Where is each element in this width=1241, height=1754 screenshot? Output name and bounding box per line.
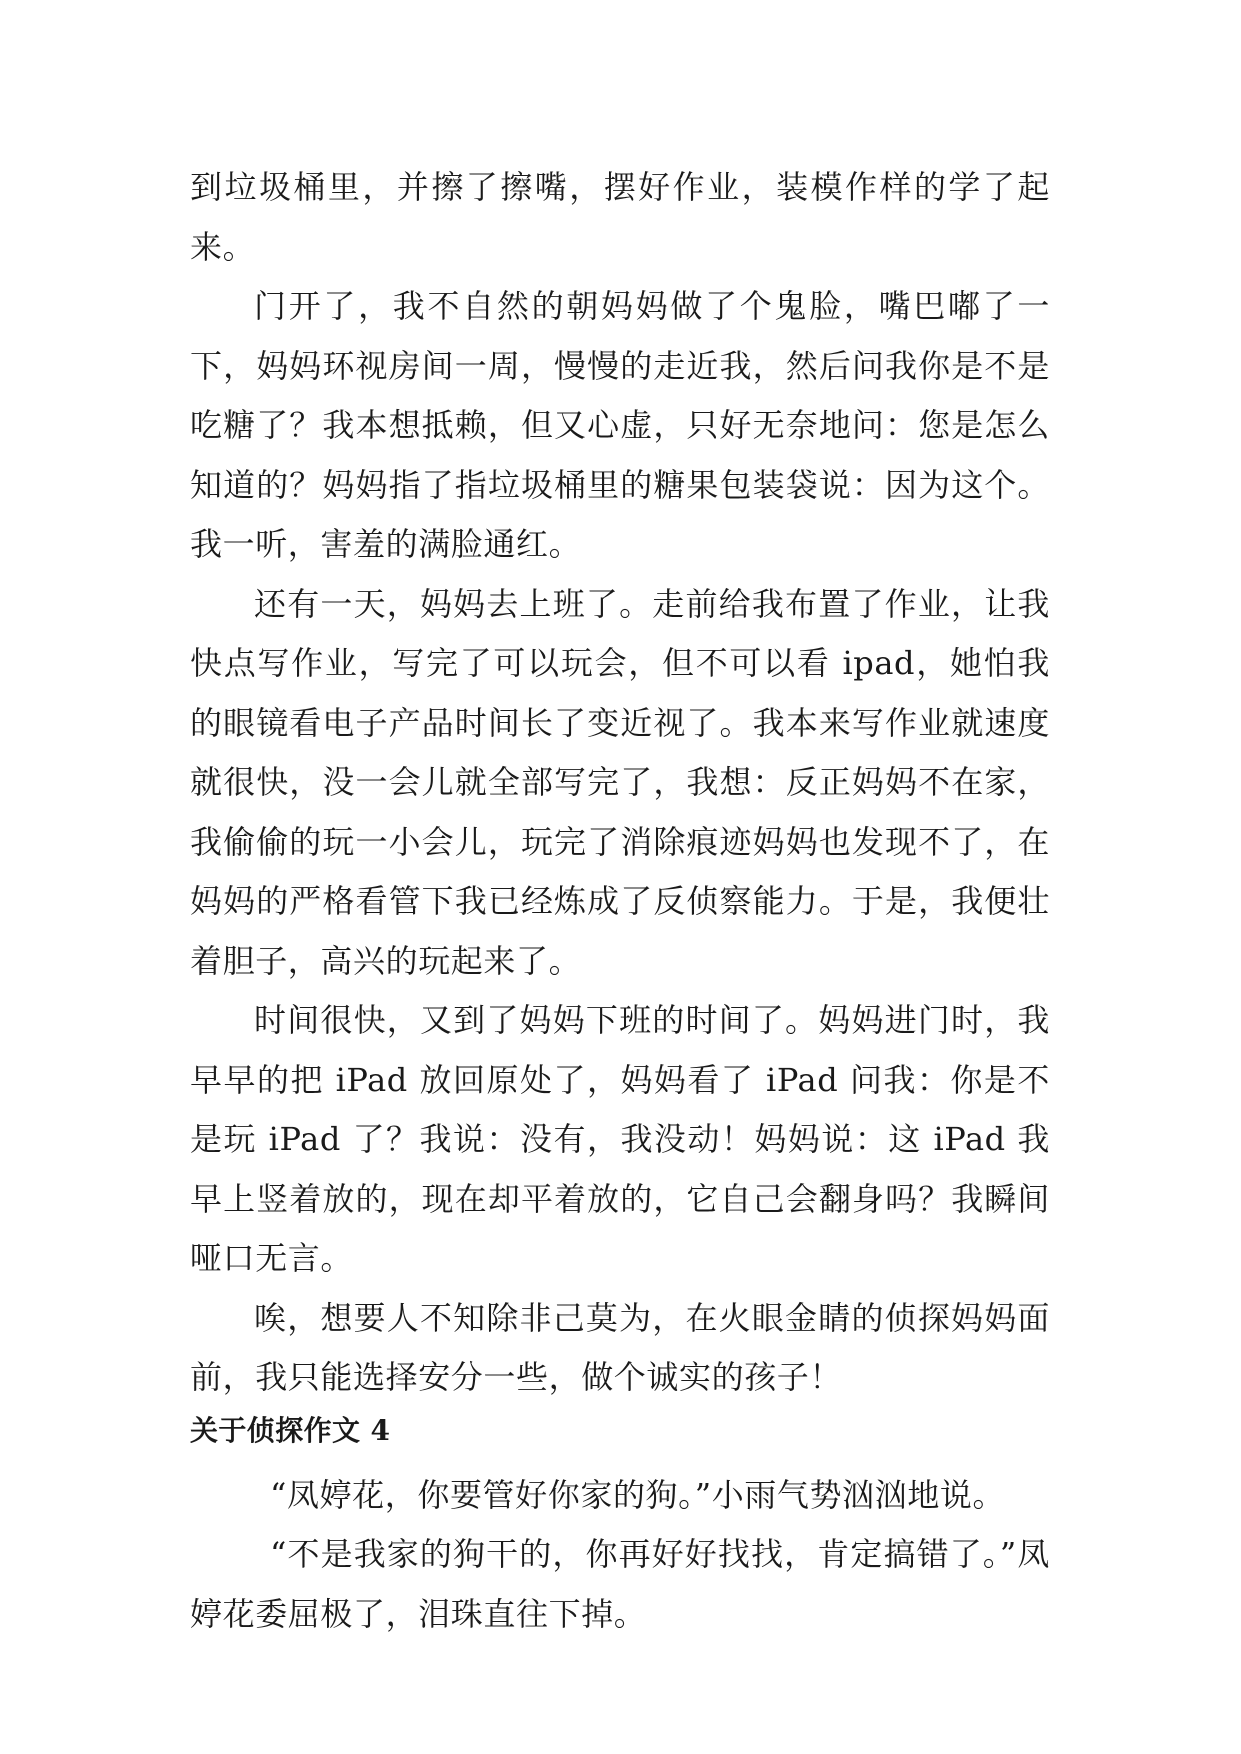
paragraph-continuation: 到垃圾桶里，并擦了擦嘴，摆好作业，装模作样的学了起来。: [190, 168, 1050, 266]
document-page: [190, 158, 1050, 1644]
paragraph-another-day: 还有一天，妈妈去上班了。走前给我布置了作业，让我快点写作业，写完了可以玩会，但不可以看 ipad，她怕我的眼镜看电子产品时间长了变近视了。我本来写作业就速度就很快，没一会儿就全部写完了，我想：反正妈妈不在家，我偷偷的玩一小会儿，玩完了消除痕迹妈妈也发现不了，在妈妈的严格看管下我已经炼成了反侦察能力。于是，我便壮着胆子，高兴的玩起来了。: [190, 584, 1050, 980]
paragraph-dialogue-1: “凤婷花，你要管好你家的狗。”小雨气势汹汹地说。: [270, 1475, 1006, 1514]
paragraph-conclusion: 唉，想要人不知除非己莫为，在火眼金睛的侦探妈妈面前，我只能选择安分一些，做个诚实的孩子！: [190, 1298, 1050, 1396]
paragraph-door-opened: 门开了，我不自然的朝妈妈做了个鬼脸，嘴巴嘟了一下，妈妈环视房间一周，慢慢的走近我，然后问我你是不是吃糖了？我本想抵赖，但又心虚，只好无奈地问：您是怎么知道的？妈妈指了指垃圾桶里的糖果包装袋说：因为这个。我一听，害羞的满脸通红。: [190, 287, 1050, 563]
section-title: 关于侦探作文 4: [190, 1413, 391, 1447]
paragraph-time-flies: 时间很快，又到了妈妈下班的时间了。妈妈进门时，我早早的把 iPad 放回原处了，妈妈看了 iPad 问我：你是不是玩 iPad 了？我说：没有，我没动！妈妈说：这 iPad 我早上竖着放的，现在却平着放的，它自己会翻身吗？我瞬间哑口无言。: [190, 1001, 1050, 1277]
paragraph-dialogue-2: “不是我家的狗干的，你再好好找找，肯定搞错了。”凤婷花委屈极了，泪珠直往下掉。: [190, 1535, 1050, 1633]
